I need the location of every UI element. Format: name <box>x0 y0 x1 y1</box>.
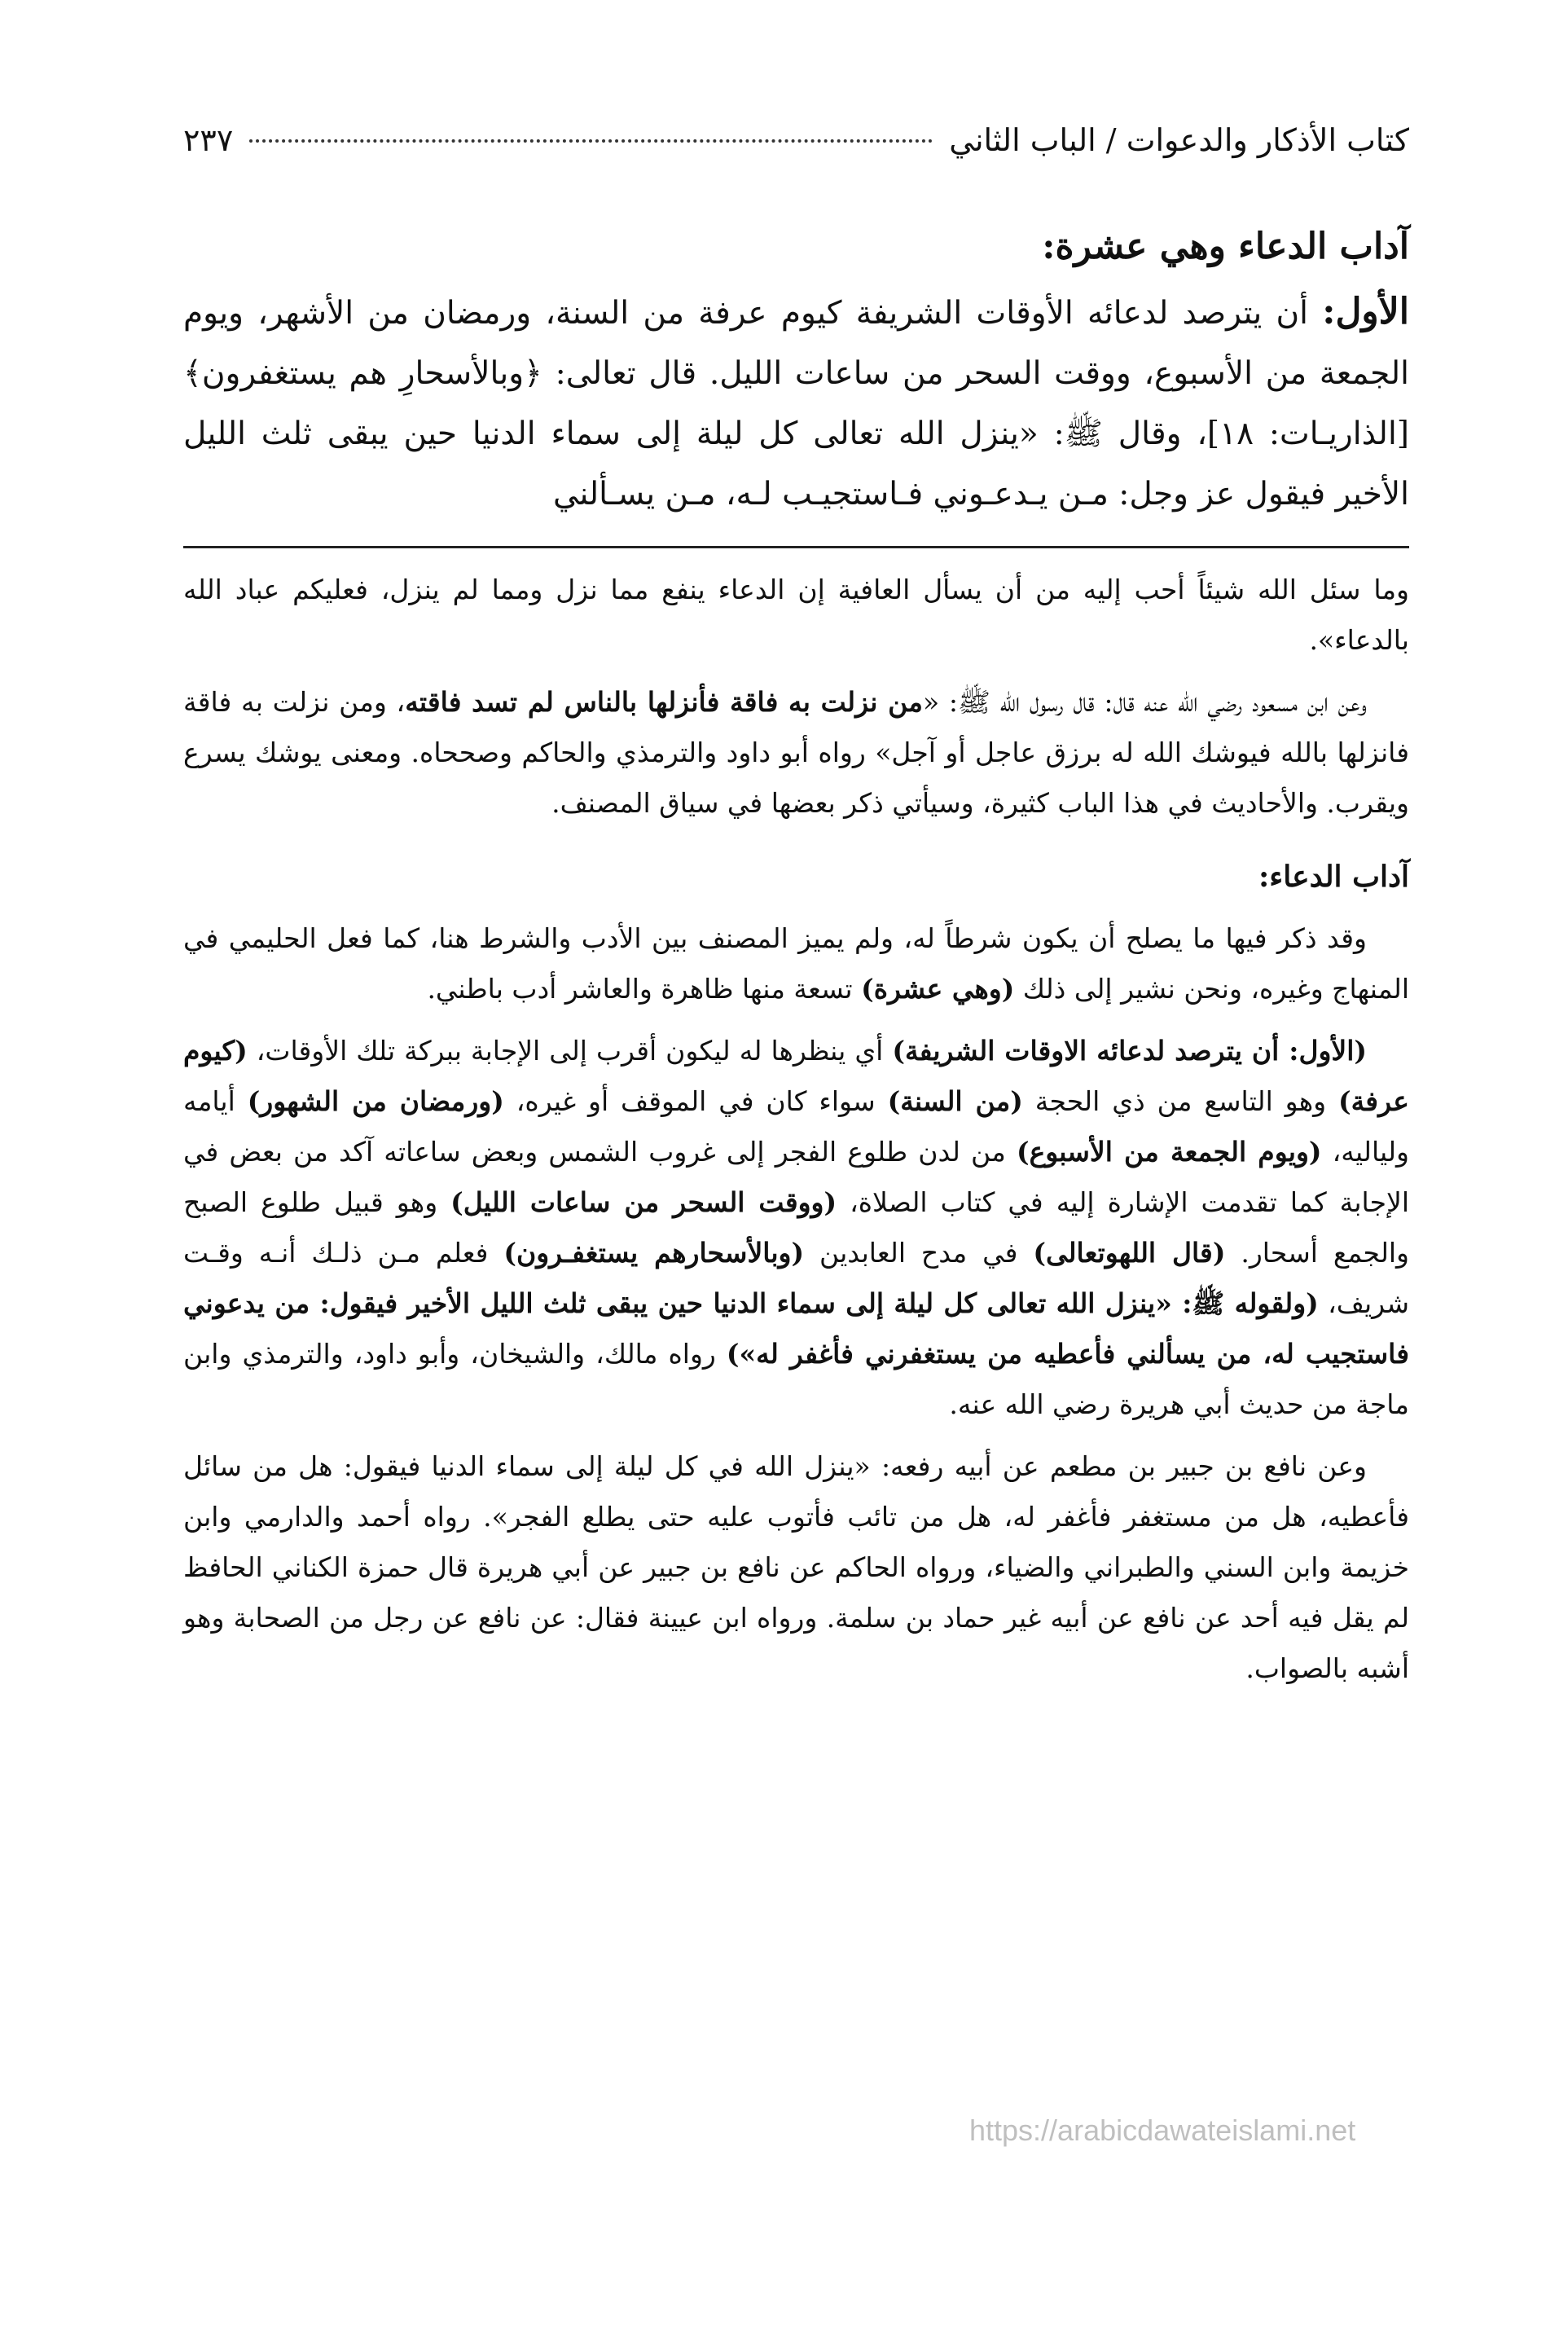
commentary-paragraph-4 <box>183 1026 1409 1430</box>
p4-seg-2: أي ينظرها له ليكون أقرب إلى الإجابة ببركة تلك الأوقات، <box>247 1035 893 1067</box>
p4-seg-13: (قال اللهوتعالى) <box>1033 1237 1226 1269</box>
p4-seg-7: (ورمضان من الشهور) <box>247 1085 504 1117</box>
p4-seg-18: رواه مالك، والشيخان، وأبو داود، والترمذي وابن ماجة من حديث أبي هريرة رضي الله عنه. <box>183 1338 1409 1420</box>
p4-seg-1: (الأول: أن يترصد لدعائه الاوقات الشريفة) <box>892 1035 1367 1067</box>
p4-seg-14: في مدح العابدين <box>804 1237 1034 1269</box>
p3-part-c: تسعة منها ظاهرة والعاشر أدب باطني. <box>427 973 862 1005</box>
p4-seg-8: أيامه ولياليه، <box>183 1085 1409 1168</box>
p3-part-a: وقد ذكر فيها ما يصلح أن يكون شرطاً له، ولم يميز المصنف بين الأدب والشرط هنا، كما فعل الحليمي في المنهاج وغيره، ونحن نشير إلى ذلك <box>183 922 1409 1005</box>
running-head <box>183 122 1409 169</box>
p4-seg-5: (من السنة) <box>887 1085 1023 1117</box>
p2-part-b: من نزلت به فاقة فأنزلها بالناس لم تسد فاقته <box>405 686 923 718</box>
p4-seg-15: (وبالأسحارهم يستغفـرون) <box>503 1237 805 1269</box>
main-heading: آداب الدعاء وهي عشرة: <box>1042 226 1409 267</box>
p4-seg-3: (كيوم عرفة) <box>183 1035 1409 1117</box>
p2-part-c: ، ومن نزلت به فاقة فانزلها بالله فيوشك الله له برزق عاجل أو آجل» رواه أبو داود والترمذي والحاكم وصححاه. ومعنى يوشك يسرع ويقرب. والأحاديث في هذا الباب كثيرة، وسيأتي ذكر بعضها في سياق المصنف. <box>183 686 1409 819</box>
leader-dots <box>249 139 933 143</box>
page-number: ٢٣٧ <box>183 122 234 158</box>
running-head-title: كتاب الأذكار والدعوات / الباب الثاني <box>949 122 1409 158</box>
p4-seg-4: وهو التاسع من ذي الحجة <box>1022 1085 1338 1117</box>
book-page <box>183 122 1409 1694</box>
commentary-paragraph-5: وعن نافع بن جبير بن مطعم عن أبيه رفعه: «ينزل الله في كل ليلة إلى سماء الدنيا فيقول: هل من سائل فأعطيه، هل من مستغفر فأغفر له، هل من تائب فأتوب عليه حتى يطلع الفجر». رواه أحمد والدارمي وابن خزيمة وابن السني والطبراني والضياء، ورواه الحاكم عن نافع بن جبير عن أبي هريرة قال حمزة الكناني الحافظ لم يقل فيه أحد عن نافع عن أبيه غير حماد بن سلمة. ورواه ابن عيينة فقال: عن نافع عن رجل من الصحابة وهو أشبه بالصواب. <box>183 1450 1409 1684</box>
p4-seg-6: سواء كان في الموقف أو غيره، <box>503 1085 888 1117</box>
watermark-url: https://arabicdawateislami.net <box>969 2114 1356 2147</box>
main-text <box>183 282 1409 525</box>
p3-part-b: (وهي عشرة) <box>861 973 1015 1005</box>
p4-seg-9: (ويوم الجمعة من الأسبوع) <box>1016 1136 1322 1168</box>
p2-part-a: وعن ابن مسعود رضي الله عنه قال: قال رسول الله ﷺ: « <box>922 686 1367 718</box>
sub-heading: آداب الدعاء: <box>1258 860 1409 894</box>
main-text-lead: الأول: <box>1322 291 1409 332</box>
p4-seg-17: (ولقوله ﷺ: «ينزل الله تعالى كل ليلة إلى سماء الدنيا حين يبقى ثلث الليل الأخير فيقول: من يدعوني فاستجيب له، من يسألني فأعطيه من يستغفرني فأغفر له») <box>183 1287 1409 1370</box>
p4-seg-10: من لدن طلوع الفجر إلى غروب الشمس وبعض ساعاته آكد من بعض في الإجابة كما تقدمت الإشارة إليه في كتاب الصلاة، <box>183 1136 1409 1218</box>
commentary-divider <box>183 546 1409 548</box>
main-text-body: أن يترصد لدعائه الأوقات الشريفة كيوم عرفة من السنة، ورمضان من الأشهر، ويوم الجمعة من الأسبوع، ووقت السحر من ساعات الليل. قال تعالى: ﴿وبالأسحارِ هم يستغفرون﴾ [الذاريـات: ١٨]، وقال ﷺ: «ينزل الله تعالى كل ليلة إلى سماء الدنيا حين يبقى ثلث الليل الأخير فيقول عز وجل: مـن يـدعـوني فـاستجيـب لـه، مـن يسـألني <box>183 295 1409 512</box>
commentary-paragraph-3 <box>183 913 1409 1014</box>
p4-seg-11: (ووقت السحر من ساعات الليل) <box>450 1186 837 1218</box>
commentary-paragraph-2 <box>183 677 1409 829</box>
p4-seg-12: وهو قبيل طلوع الصبح والجمع أسحار. <box>183 1186 1409 1269</box>
p4-seg-16: فعلم مـن ذلـك أنـه وقـت شريف، <box>183 1237 1409 1319</box>
commentary-paragraph-1: وما سئل الله شيئاً أحب إليه من أن يسأل العافية إن الدعاء ينفع مما نزل ومما لم ينزل، فعليكم عباد الله بالدعاء». <box>183 574 1409 656</box>
